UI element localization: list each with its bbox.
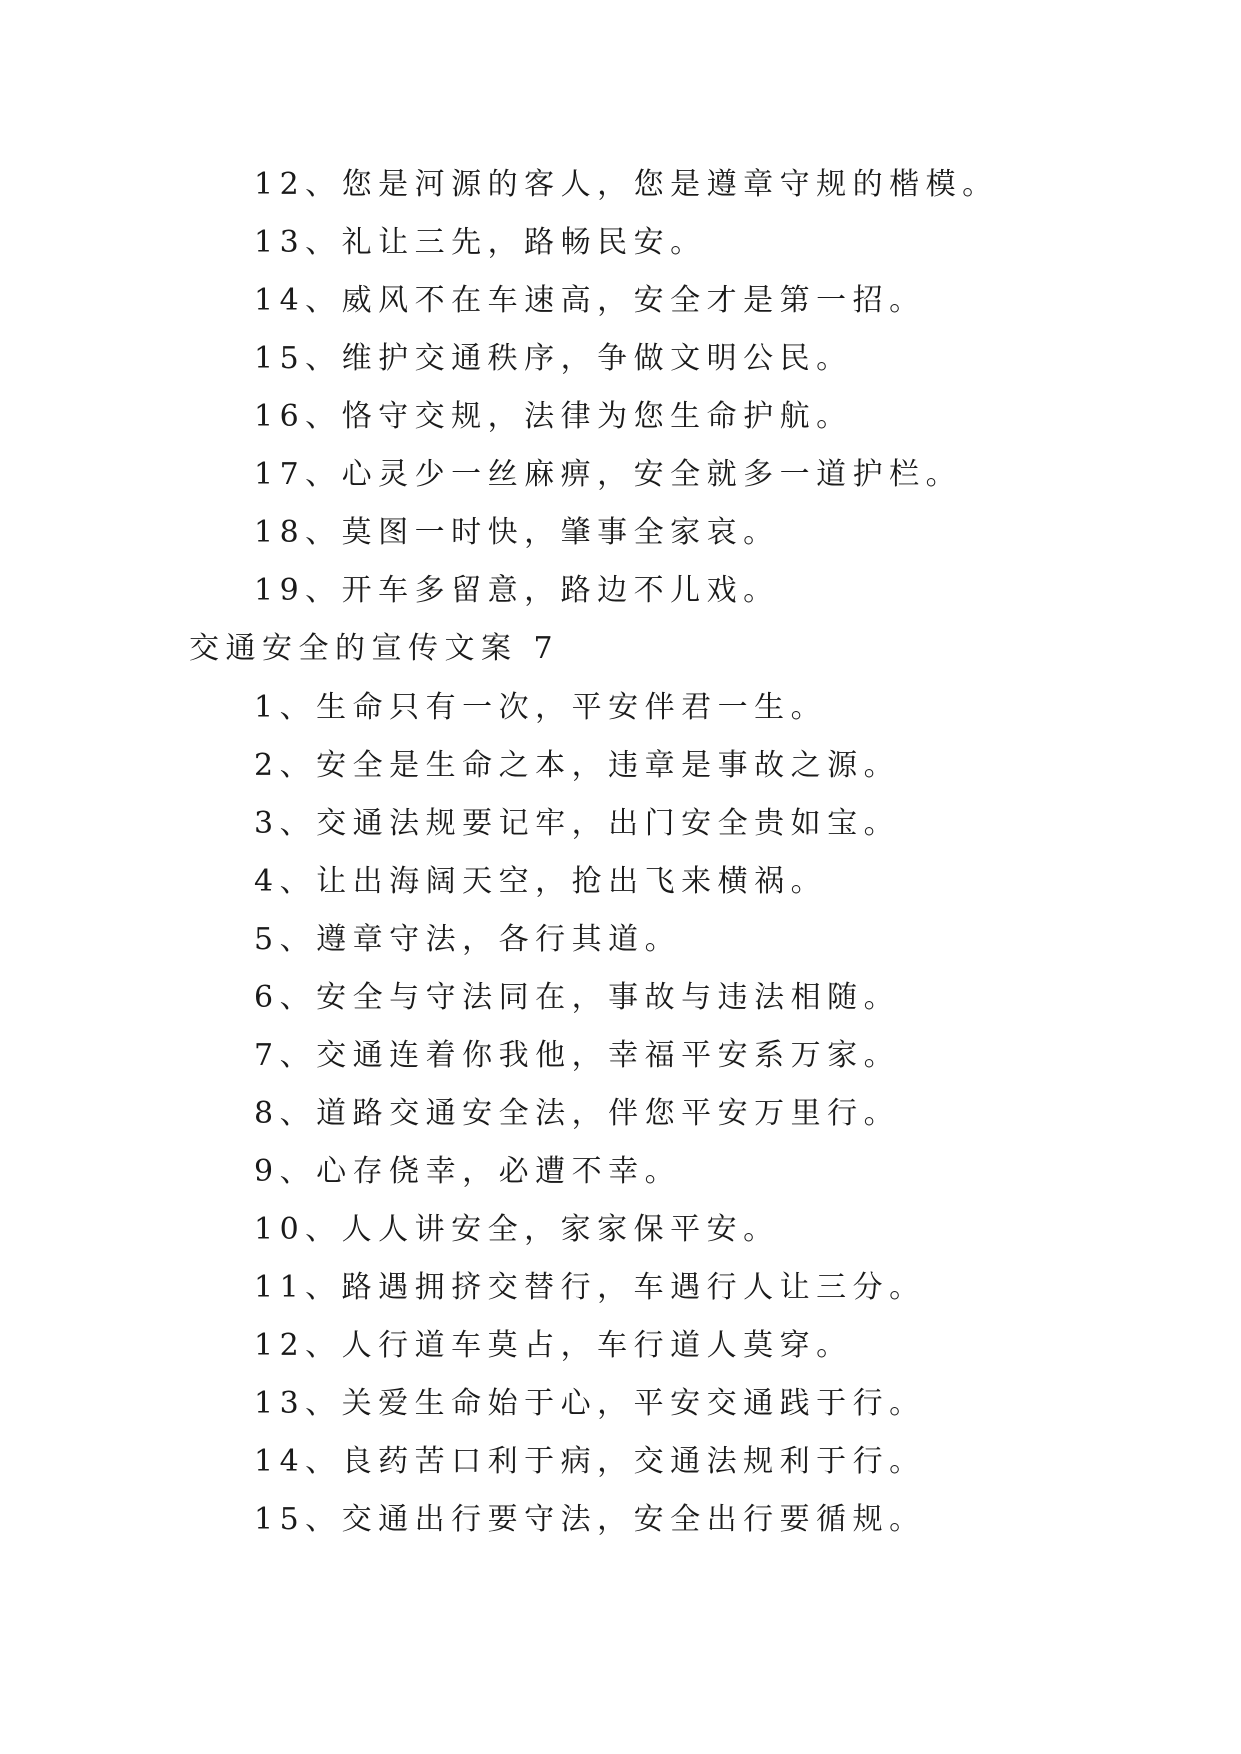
list-item: 14、威风不在车速高，安全才是第一招。 xyxy=(254,283,926,318)
list-item: 13、关爱生命始于心，平安交通践于行。 xyxy=(254,1386,926,1421)
list-item: 5、遵章守法，各行其道。 xyxy=(254,922,682,957)
list-item: 17、心灵少一丝麻痹，安全就多一道护栏。 xyxy=(254,457,963,492)
list-item: 10、人人讲安全，家家保平安。 xyxy=(254,1212,780,1247)
list-item: 6、安全与守法同在，事故与违法相随。 xyxy=(254,980,901,1015)
list-item: 7、交通连着你我他，幸福平安系万家。 xyxy=(254,1038,901,1073)
list-item: 9、心存侥幸，必遭不幸。 xyxy=(254,1154,682,1189)
list-item: 19、开车多留意，路边不儿戏。 xyxy=(254,573,780,608)
list-item: 15、交通出行要守法，安全出行要循规。 xyxy=(254,1502,926,1537)
list-item: 12、您是河源的客人，您是遵章守规的楷模。 xyxy=(254,167,999,202)
list-item: 14、良药苦口利于病，交通法规利于行。 xyxy=(254,1444,926,1479)
list-item: 4、让出海阔天空，抢出飞来横祸。 xyxy=(254,864,828,899)
list-item: 15、维护交通秩序，争做文明公民。 xyxy=(254,341,853,376)
list-item: 16、恪守交规，法律为您生命护航。 xyxy=(254,399,853,434)
list-item: 8、道路交通安全法，伴您平安万里行。 xyxy=(254,1096,901,1131)
list-item: 3、交通法规要记牢，出门安全贵如宝。 xyxy=(254,806,901,841)
list-item: 18、莫图一时快，肇事全家哀。 xyxy=(254,515,780,550)
list-item: 2、安全是生命之本，违章是事故之源。 xyxy=(254,748,901,783)
list-item: 1、生命只有一次，平安伴君一生。 xyxy=(254,690,828,725)
section-heading: 交通安全的宣传文案 7 xyxy=(189,631,560,666)
list-item: 13、礼让三先，路畅民安。 xyxy=(254,225,707,260)
list-item: 12、人行道车莫占，车行道人莫穿。 xyxy=(254,1328,853,1363)
list-item: 11、路遇拥挤交替行，车遇行人让三分。 xyxy=(254,1270,926,1305)
